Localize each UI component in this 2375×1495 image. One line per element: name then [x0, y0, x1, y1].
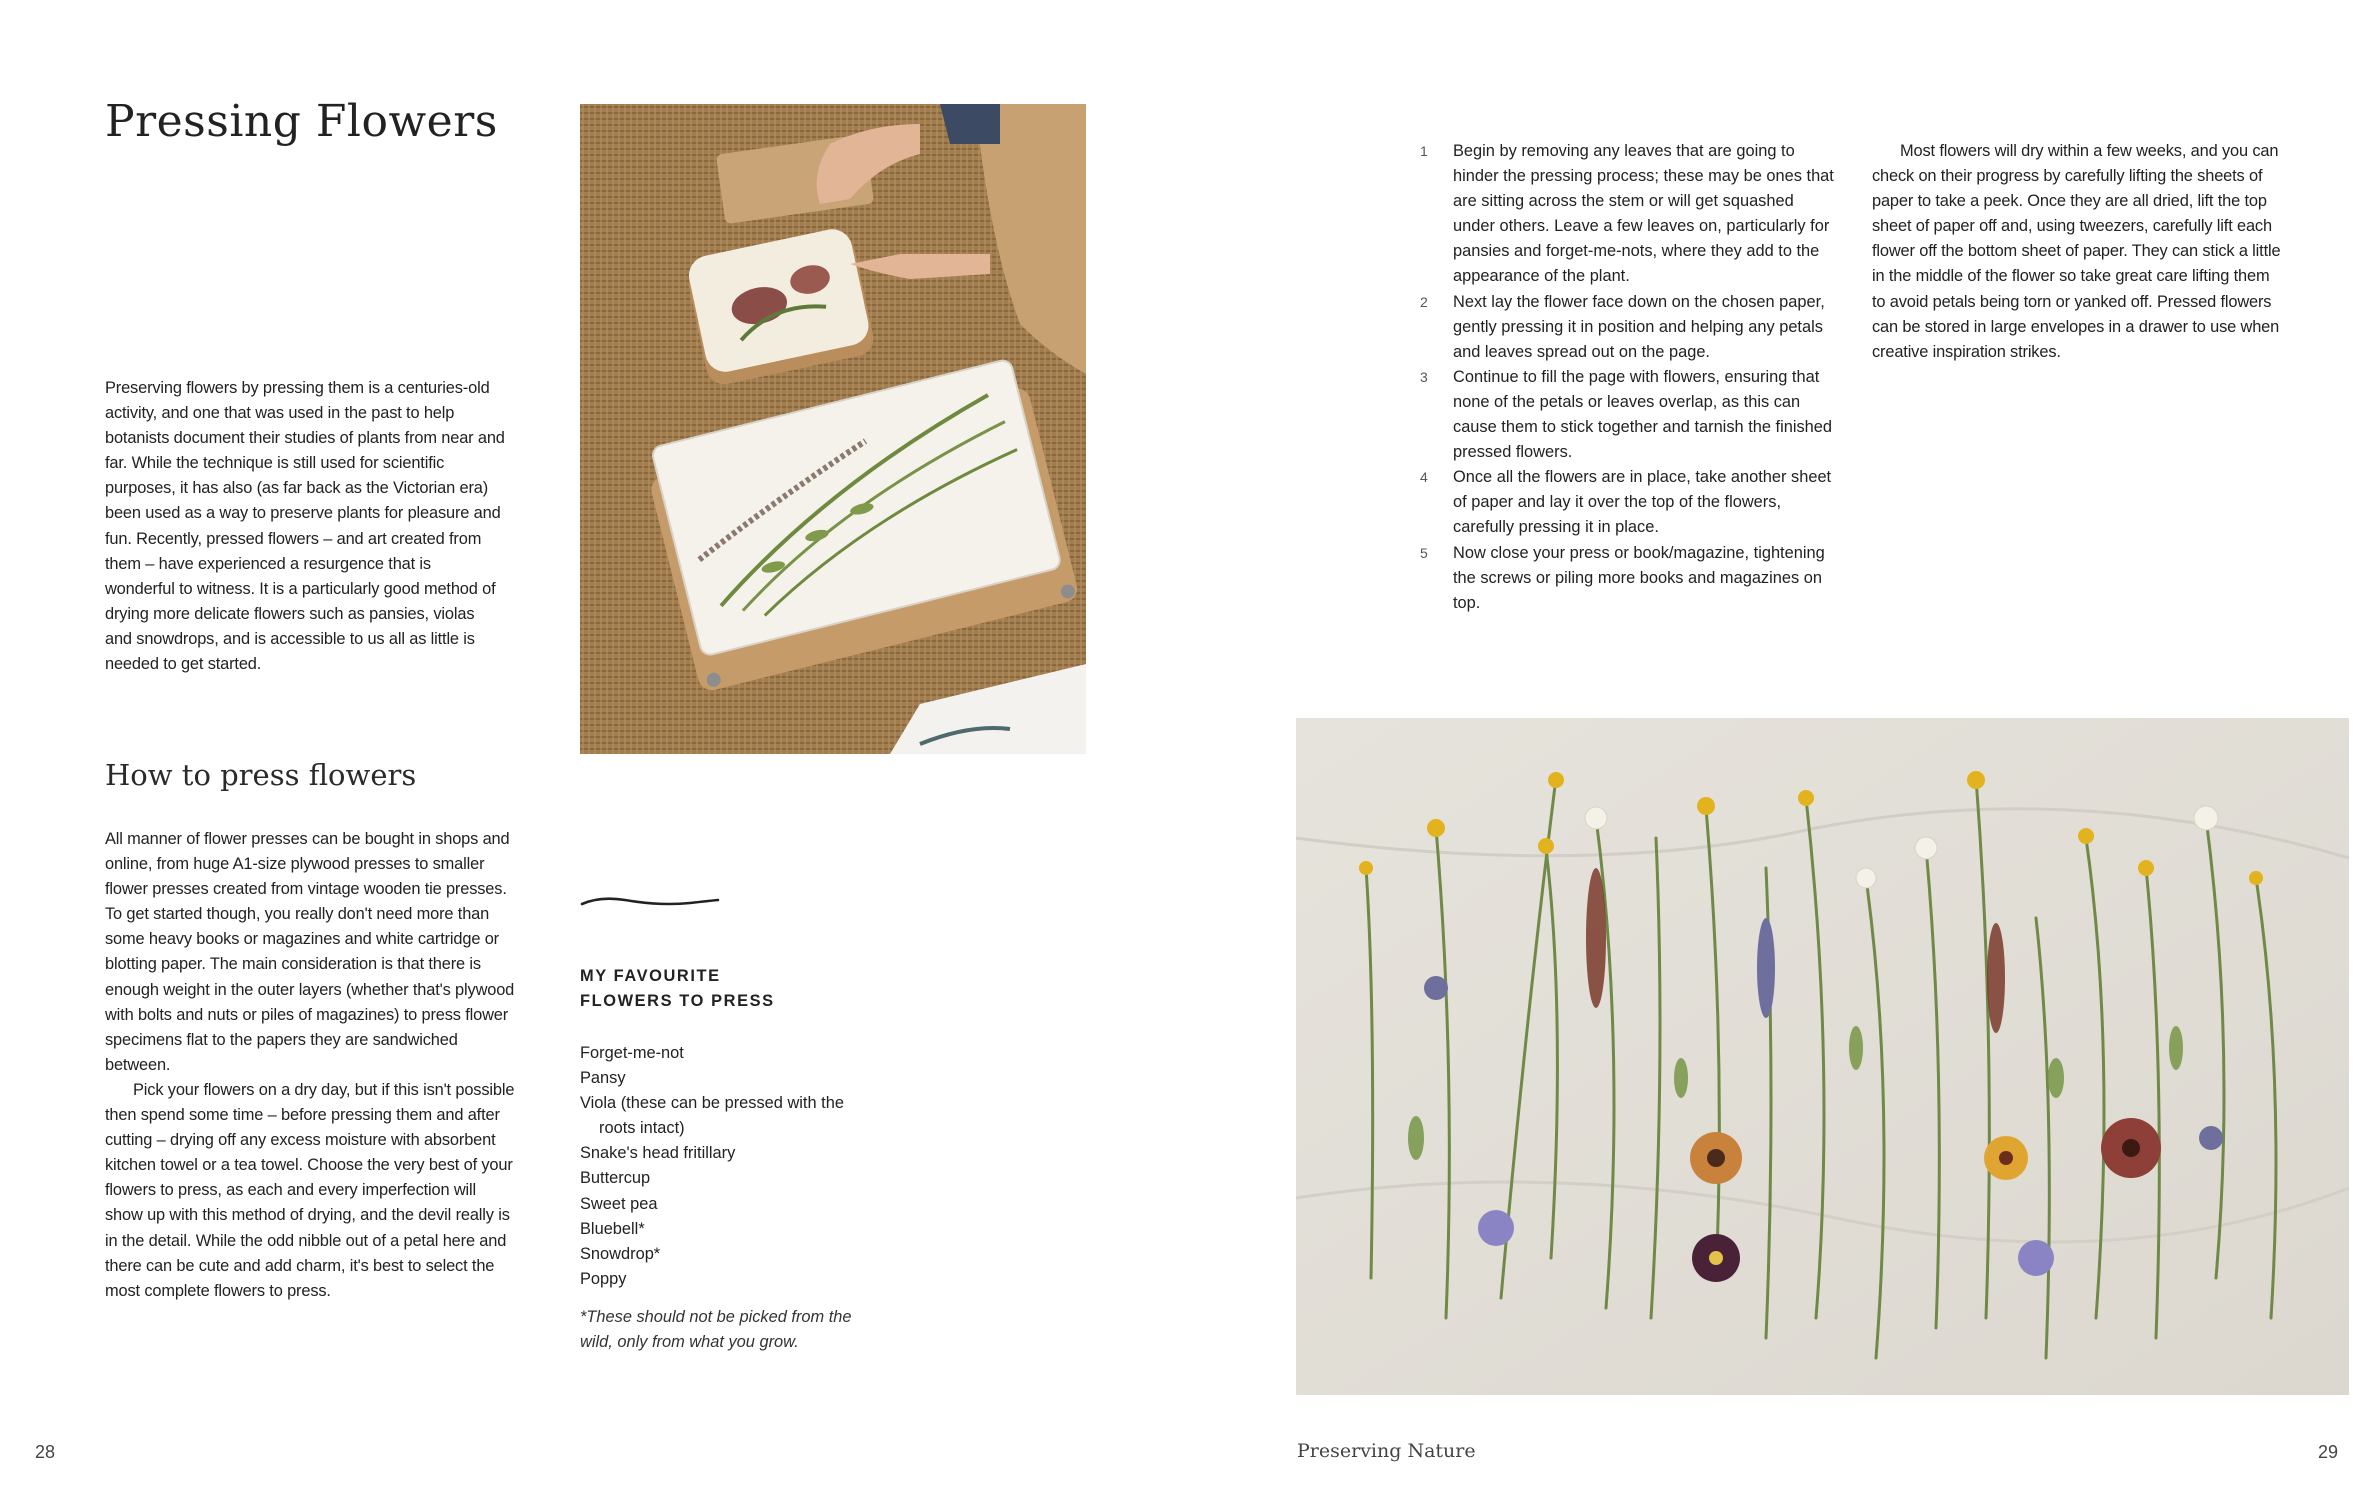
page-number-right: 29 — [2318, 1442, 2339, 1462]
step-number: 3 — [1420, 368, 1428, 385]
step-item — [1420, 290, 1840, 365]
favourites-heading — [580, 964, 840, 1014]
favourite-item: Snowdrop* — [580, 1244, 661, 1263]
flower-press-photo — [580, 104, 1086, 754]
page-title: Pressing Flowers — [105, 96, 498, 147]
pressed-flowers-illustration — [1296, 718, 2349, 1395]
section-subheading: How to press flowers — [105, 758, 417, 792]
favourite-item: Bluebell* — [580, 1219, 645, 1238]
favourite-item: Poppy — [580, 1269, 627, 1288]
pressed-flowers-photo — [1296, 718, 2349, 1395]
step-number: 5 — [1420, 544, 1428, 561]
step-number: 1 — [1420, 143, 1428, 159]
step-number: 2 — [1420, 293, 1428, 310]
favourites-footnote: *These should not be picked from the wild, only from what you grow. — [580, 1308, 852, 1352]
page-number-left: 28 — [35, 1442, 56, 1462]
intro-text: Preserving flowers by pressing them is a centuries-old activity, and one that was used in the past to help botanists document their studies of plants from near and far. While the technique is still used for scientific purposes, it has also (as far back as the Victorian era) been used as a way to preserve plants for pleasure and fun. Recently, pressed flowers – and art created from them – have experienced a resurgence that is wonderful to witness. It is a particularly good method of drying more delicate flowers such as pansies, violas and snowdrops, and is accessible to us all as little is needed to get started. — [105, 379, 505, 674]
favourite-item: Pansy — [580, 1069, 626, 1088]
step-text: Continue to fill the page with flowers, ensuring that none of the petals or leaves overlap, as this can cause them to stick together and tarnish the finished pressed flowers. — [1453, 367, 1833, 462]
steps-list — [1420, 139, 1840, 616]
decorative-swash — [580, 892, 720, 914]
drying-paragraph — [1872, 139, 2282, 365]
favourite-item: Snake's head fritillary — [580, 1144, 736, 1163]
favourites-list — [580, 1041, 860, 1292]
step-item — [1420, 365, 1840, 465]
howto-paragraph-2: Pick your flowers on a dry day, but if this isn't possible then spend some time – before pressing them and after cutting – drying off any excess moisture with absorbent kitchen towel or a tea towel. Choose the very best of your flowers to press, as each and every imperfection will show up with this method of drying, and the devil really is in the detail. While the odd nibble out of a petal here and there can be cute and add charm, it's best to select the most complete flowers to press. — [105, 1080, 515, 1300]
favourites-heading-line-2: FLOWERS TO PRESS — [580, 992, 775, 1010]
favourite-item: Sweet pea — [580, 1194, 658, 1213]
step-item — [1420, 465, 1840, 540]
favourites-heading-line-1: MY FAVOURITE — [580, 967, 721, 985]
step-text: Once all the flowers are in place, take another sheet of paper and lay it over the top of the flowers, carefully pressing it in place. — [1453, 468, 1832, 537]
flower-press-illustration — [580, 104, 1086, 754]
intro-paragraph — [105, 376, 505, 677]
howto-paragraph-1: All manner of flower presses can be bought in shops and online, from huge A1-size plywood presses to smaller flower presses created from vintage wooden tie presses. To get started though, you really don't need more than some heavy books or magazines and white cartridge or blotting paper. The main consideration is that there is enough weight in the outer layers (whether that's plywood with bolts and nuts or piles of magazines) to press flower specimens flat to the papers they are sandwiched between. — [105, 830, 515, 1074]
step-item — [1420, 541, 1840, 616]
running-title: Preserving Nature — [1297, 1440, 1476, 1462]
drying-text: Most flowers will dry within a few weeks, and you can check on their progress by carefully lifting the sheets of paper to take a peek. Once they are all dried, lift the top sheet of paper off and, using tweezers, carefully lift each flower off the bottom sheet of paper. They can stick a little in the middle of the flower so take great care lifting them to avoid petals being torn or yanked off. Pressed flowers can be stored in large envelopes in a drawer to use when creative inspiration strikes. — [1872, 142, 2281, 361]
favourite-item: Buttercup — [580, 1169, 651, 1188]
step-item — [1420, 139, 1840, 290]
step-text: Now close your press or book/magazine, tightening the screws or piling more books and magazines on top. — [1453, 543, 1825, 612]
step-text: Next lay the flower face down on the chosen paper, gently pressing it in position and helping any petals and leaves spread out on the page. — [1453, 292, 1825, 361]
favourite-item: Viola (these can be pressed with the roots intact) — [580, 1094, 844, 1138]
step-text: Begin by removing any leaves that are going to hinder the pressing process; these may be ones that are sitting across the stem or will get squashed under others. Leave a few leaves on, particularly for pansies and forget-me-nots, where they add to the appearance of the plant. — [1453, 142, 1834, 286]
howto-body — [105, 827, 515, 1304]
favourite-item: Forget-me-not — [580, 1044, 684, 1062]
step-number: 4 — [1420, 469, 1428, 486]
